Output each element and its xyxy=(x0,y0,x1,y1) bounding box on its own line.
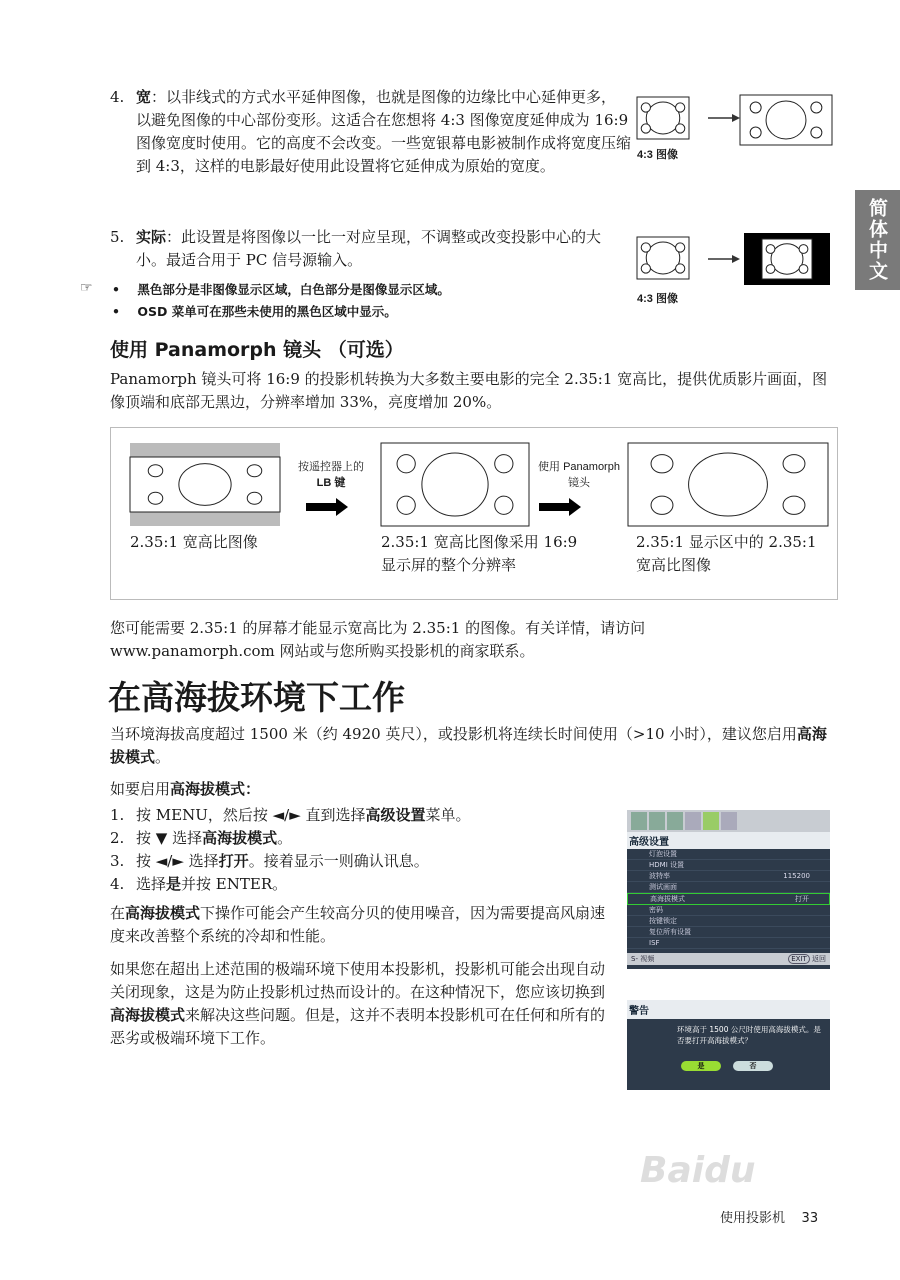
osd-menu-item[interactable]: 高海拔模式 打开 xyxy=(627,893,830,905)
fig-label-4: 4:3 图像 xyxy=(637,149,678,161)
test-pattern-image xyxy=(130,457,280,512)
no-button[interactable]: 否 xyxy=(733,1061,773,1071)
language-tab: 简体中文 xyxy=(855,190,900,290)
item-4: 4. 宽：以非线式的方式水平延伸图像，也就是图像的边缘比中心延伸更多，以避免图像的中心部份变形。这适合在您想将 4:3 图像宽度延伸成为 16:9 图像宽度时使用。它的高度不会改变。一些宽银幕电影被制作成将宽度压缩到 4:3，这样的电影最好使用此设置将它延伸成为原始的宽度。 xyxy=(110,88,632,175)
osd-menu-item[interactable]: 复位所有设置 xyxy=(627,927,830,938)
step: 1. 按 MENU，然后按 ◄/► 直到选择高级设置菜单。 xyxy=(110,806,471,824)
panamorph-heading: 使用 Panamorph 镜头 （可选） xyxy=(110,339,404,361)
real-figure xyxy=(636,232,836,292)
osd-tab-icon xyxy=(667,812,683,830)
step-remote-label: 按遥控器上的 LB 键 xyxy=(298,461,364,489)
caption-3: 2.35:1 显示区中的 2.35:1 宽高比图像 xyxy=(636,533,817,574)
panamorph-intro: Panamorph 镜头可将 16:9 的投影机转换为大多数主要电影的完全 2.35:1 宽高比，提供优质影片画面，图像顶端和底部无黑边，分辨率增加 33%，亮度增加 20%。 xyxy=(110,370,828,411)
note-2: • OSD 菜单可在那些未使用的黑色区域中显示。 xyxy=(112,304,397,319)
osd-menu xyxy=(627,810,830,965)
osd-menu-item[interactable]: HDMI 设置 xyxy=(627,860,830,871)
osd-tab-icon xyxy=(685,812,701,830)
osd-title: 高级设置 xyxy=(627,832,830,849)
osd-menu-item[interactable]: 密码 xyxy=(627,905,830,916)
osd-tab-icon xyxy=(721,812,737,830)
step: 2. 按 ▼ 选择高海拔模式。 xyxy=(110,829,293,847)
warning-text: 环境高于 1500 公尺时使用高海拔模式。是否要打开高海拔模式？ xyxy=(677,1025,821,1045)
test-pattern-image xyxy=(381,443,529,526)
steps-list xyxy=(110,804,616,896)
page-footer: 使用投影机 33 xyxy=(720,1211,819,1226)
osd-menu-item[interactable]: ISF xyxy=(627,938,830,949)
warning-dialog xyxy=(627,1000,830,1090)
panamorph-diagram xyxy=(110,427,838,600)
altitude-para-2: 如果您在超出上述范围的极端环境下使用本投影机，投影机可能会出现自动关闭现象，这是为防止投影机过热而设计的。在这种情况下，您应该切换到高海拔模式来解决这些问题。但是，这并不表明本投影机可在任何和所有的恶劣或极端环境下工作。 xyxy=(110,960,606,1047)
osd-tab-icon xyxy=(649,812,665,830)
watermark-logo: Baidu xyxy=(640,1150,756,1191)
osd-menu-item[interactable]: 按键锁定 xyxy=(627,916,830,927)
osd-menu-item[interactable]: 灯泡设置 xyxy=(627,849,830,860)
test-pattern-image xyxy=(628,443,828,526)
altitude-intro: 当环境海拔高度超过 1500 米（约 4920 英尺），或投影机将连续长时间使用（>10 小时），建议您启用高海拔模式。 xyxy=(110,725,827,766)
caption-1: 2.35:1 宽高比图像 xyxy=(130,533,258,551)
warning-title: 警告 xyxy=(627,1000,830,1019)
yes-button[interactable]: 是 xyxy=(681,1061,721,1071)
pointing-hand-icon: ☞ xyxy=(80,280,93,296)
osd-tabs xyxy=(627,810,830,832)
altitude-heading: 在高海拔环境下工作 xyxy=(108,678,405,717)
osd-bottom: S- 视频 EXIT 返回 xyxy=(627,953,830,965)
howto: 如要启用高海拔模式： xyxy=(110,780,261,798)
test-pattern-image xyxy=(740,95,832,145)
test-pattern-image xyxy=(637,237,689,279)
step-lens-label: 使用 Panamorph 镜头 xyxy=(538,461,620,489)
note-1: • 黑色部分是非图像显示区域，白色部分是图像显示区域。 xyxy=(112,282,450,297)
fig-label-5: 4:3 图像 xyxy=(637,293,678,305)
step: 3. 按 ◄/► 选择打开。接着显示一则确认讯息。 xyxy=(110,852,429,870)
step: 4. 选择是并按 ENTER。 xyxy=(110,875,288,893)
item-5: 5. 实际：此设置是将图像以一比一对应呈现，不调整或改变投影中心的大小。最适合用于 PC 信号源输入。 xyxy=(110,228,602,269)
test-pattern-image xyxy=(637,97,689,139)
panamorph-footer: 您可能需要 2.35:1 的屏幕才能显示宽高比为 2.35:1 的图像。有关详情，请访问 www.panamorph.com 网站或与您所购买投影机的商家联系。 xyxy=(110,619,646,660)
osd-tab-icon xyxy=(631,812,647,830)
altitude-para-1: 在高海拔模式下操作可能会产生较高分贝的使用噪音，因为需要提高风扇速度来改善整个系统的冷却和性能。 xyxy=(110,904,606,945)
caption-2: 2.35:1 宽高比图像采用 16:9 显示屏的整个分辨率 xyxy=(381,533,578,574)
osd-tab-icon xyxy=(703,812,719,830)
osd-menu-item[interactable]: 波特率 115200 xyxy=(627,871,830,882)
test-pattern-image xyxy=(762,239,812,279)
osd-menu-item[interactable]: 测试画面 xyxy=(627,882,830,893)
